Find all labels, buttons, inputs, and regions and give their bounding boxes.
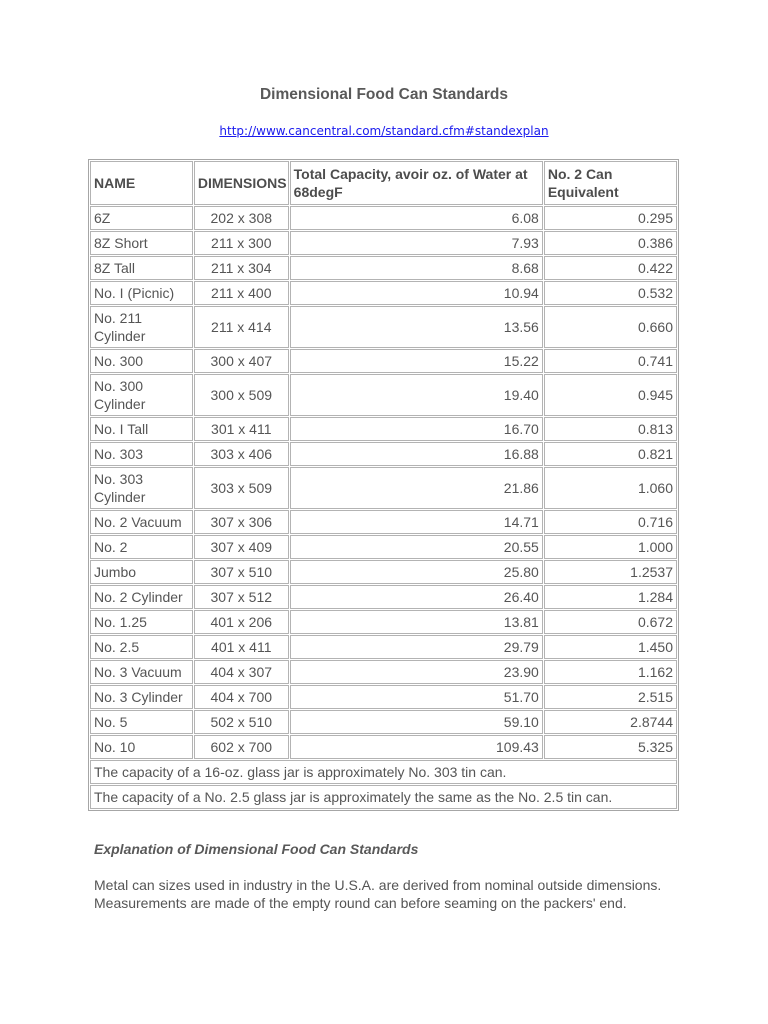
cell-dimensions: 307 x 510 — [194, 560, 289, 584]
cell-name: 8Z Tall — [90, 256, 193, 280]
source-link[interactable]: http://www.cancentral.com/standard.cfm#standexplan — [219, 124, 549, 138]
cell-capacity: 13.56 — [290, 306, 543, 348]
cell-capacity: 21.86 — [290, 467, 543, 509]
cell-name: 8Z Short — [90, 231, 193, 255]
cell-dimensions: 211 x 414 — [194, 306, 289, 348]
cell-name: No. 3 Vacuum — [90, 660, 193, 684]
cell-equivalent: 2.515 — [544, 685, 677, 709]
cell-capacity: 59.10 — [290, 710, 543, 734]
cell-dimensions: 307 x 512 — [194, 585, 289, 609]
cell-equivalent: 1.000 — [544, 535, 677, 559]
table-row — [90, 610, 677, 634]
cell-name: 6Z — [90, 206, 193, 230]
cell-capacity: 23.90 — [290, 660, 543, 684]
cell-name: No. 2.5 — [90, 635, 193, 659]
cell-name: No. 303 — [90, 442, 193, 466]
cell-name: No. 2 Cylinder — [90, 585, 193, 609]
cell-equivalent: 0.813 — [544, 417, 677, 441]
cell-equivalent: 1.284 — [544, 585, 677, 609]
cell-name: No. I (Picnic) — [90, 281, 193, 305]
table-row — [90, 585, 677, 609]
cell-equivalent: 1.450 — [544, 635, 677, 659]
cell-capacity: 14.71 — [290, 510, 543, 534]
can-standards-table — [88, 159, 679, 811]
explanation-heading: Explanation of Dimensional Food Can Standards — [94, 841, 419, 857]
cell-name: No. 2 Vacuum — [90, 510, 193, 534]
cell-dimensions: 303 x 509 — [194, 467, 289, 509]
cell-dimensions: 307 x 409 — [194, 535, 289, 559]
cell-capacity: 15.22 — [290, 349, 543, 373]
table-row — [90, 660, 677, 684]
cell-name: No. 300 — [90, 349, 193, 373]
table-header-row — [90, 161, 677, 205]
cell-equivalent: 1.060 — [544, 467, 677, 509]
table-row — [90, 231, 677, 255]
cell-name: Jumbo — [90, 560, 193, 584]
cell-capacity: 8.68 — [290, 256, 543, 280]
cell-dimensions: 502 x 510 — [194, 710, 289, 734]
cell-capacity: 7.93 — [290, 231, 543, 255]
cell-name: No. 303 Cylinder — [90, 467, 193, 509]
cell-capacity: 16.88 — [290, 442, 543, 466]
cell-name: No. 211 Cylinder — [90, 306, 193, 348]
cell-equivalent: 0.741 — [544, 349, 677, 373]
table-row — [90, 442, 677, 466]
explanation-paragraph: Metal can sizes used in industry in the U.S.A. are derived from nominal outside dimensions. Measurements are made of the empty round can before seaming on the packers' end. — [94, 877, 662, 911]
cell-name: No. 2 — [90, 535, 193, 559]
cell-dimensions: 211 x 300 — [194, 231, 289, 255]
cell-capacity: 25.80 — [290, 560, 543, 584]
header-name: NAME — [90, 161, 193, 205]
table-row — [90, 510, 677, 534]
table-note-row — [90, 785, 677, 809]
cell-dimensions: 401 x 411 — [194, 635, 289, 659]
table-note-row — [90, 760, 677, 784]
cell-equivalent: 0.295 — [544, 206, 677, 230]
cell-equivalent: 1.2537 — [544, 560, 677, 584]
cell-equivalent: 0.532 — [544, 281, 677, 305]
cell-dimensions: 404 x 307 — [194, 660, 289, 684]
cell-capacity: 51.70 — [290, 685, 543, 709]
table-row — [90, 256, 677, 280]
table-row — [90, 374, 677, 416]
cell-capacity: 20.55 — [290, 535, 543, 559]
cell-dimensions: 211 x 400 — [194, 281, 289, 305]
cell-name: No. 300 Cylinder — [90, 374, 193, 416]
cell-equivalent: 5.325 — [544, 735, 677, 759]
cell-equivalent: 0.672 — [544, 610, 677, 634]
table-row — [90, 560, 677, 584]
cell-name: No. 10 — [90, 735, 193, 759]
cell-dimensions: 211 x 304 — [194, 256, 289, 280]
cell-dimensions: 202 x 308 — [194, 206, 289, 230]
table-row — [90, 735, 677, 759]
table-row — [90, 467, 677, 509]
header-dimensions: DIMENSIONS — [194, 161, 289, 205]
header-capacity: Total Capacity, avoir oz. of Water at 68degF — [290, 161, 543, 205]
cell-equivalent: 2.8744 — [544, 710, 677, 734]
cell-capacity: 6.08 — [290, 206, 543, 230]
cell-capacity: 29.79 — [290, 635, 543, 659]
table-row — [90, 417, 677, 441]
table-row — [90, 535, 677, 559]
cell-dimensions: 303 x 406 — [194, 442, 289, 466]
cell-dimensions: 401 x 206 — [194, 610, 289, 634]
cell-capacity: 13.81 — [290, 610, 543, 634]
cell-equivalent: 0.821 — [544, 442, 677, 466]
cell-equivalent: 0.422 — [544, 256, 677, 280]
cell-dimensions: 602 x 700 — [194, 735, 289, 759]
cell-dimensions: 300 x 509 — [194, 374, 289, 416]
header-equivalent: No. 2 Can Equivalent — [544, 161, 677, 205]
table-body — [90, 206, 677, 759]
cell-equivalent: 1.162 — [544, 660, 677, 684]
cell-equivalent: 0.386 — [544, 231, 677, 255]
cell-capacity: 10.94 — [290, 281, 543, 305]
table-row — [90, 349, 677, 373]
table-row — [90, 635, 677, 659]
table-row — [90, 206, 677, 230]
cell-capacity: 16.70 — [290, 417, 543, 441]
cell-equivalent: 0.660 — [544, 306, 677, 348]
cell-capacity: 109.43 — [290, 735, 543, 759]
document-title: Dimensional Food Can Standards — [259, 86, 509, 103]
cell-dimensions: 300 x 407 — [194, 349, 289, 373]
table-note: The capacity of a 16-oz. glass jar is approximately No. 303 tin can. — [90, 760, 677, 784]
table-row — [90, 306, 677, 348]
cell-name: No. I Tall — [90, 417, 193, 441]
cell-dimensions: 301 x 411 — [194, 417, 289, 441]
cell-name: No. 1.25 — [90, 610, 193, 634]
cell-dimensions: 307 x 306 — [194, 510, 289, 534]
cell-capacity: 19.40 — [290, 374, 543, 416]
cell-dimensions: 404 x 700 — [194, 685, 289, 709]
cell-capacity: 26.40 — [290, 585, 543, 609]
cell-name: No. 3 Cylinder — [90, 685, 193, 709]
table-row — [90, 685, 677, 709]
table-notes — [90, 760, 677, 809]
table-row — [90, 281, 677, 305]
cell-equivalent: 0.716 — [544, 510, 677, 534]
cell-equivalent: 0.945 — [544, 374, 677, 416]
table-row — [90, 710, 677, 734]
table-note: The capacity of a No. 2.5 glass jar is approximately the same as the No. 2.5 tin can. — [90, 785, 677, 809]
cell-name: No. 5 — [90, 710, 193, 734]
